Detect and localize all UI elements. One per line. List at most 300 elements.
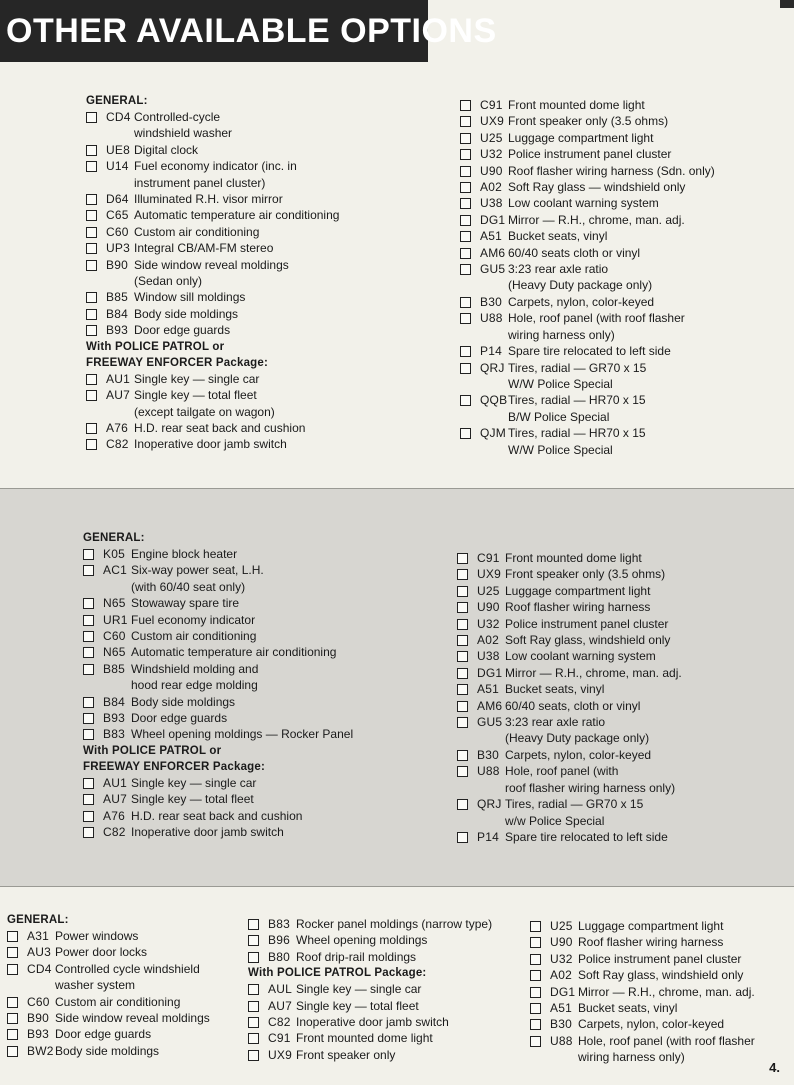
option-code: P14 <box>480 344 502 359</box>
option-item <box>86 322 339 338</box>
option-item <box>83 546 353 562</box>
option-item <box>460 294 715 310</box>
option-checkbox[interactable] <box>86 161 97 172</box>
option-checkbox[interactable] <box>83 647 94 658</box>
option-code: QQB <box>480 393 508 408</box>
option-checkbox[interactable] <box>457 569 468 580</box>
option-description <box>505 681 682 697</box>
option-item <box>83 628 353 644</box>
option-description-line: Low coolant warning system <box>508 196 659 211</box>
option-checkbox[interactable] <box>248 1033 259 1044</box>
option-description <box>131 808 353 824</box>
option-description-line: Spare tire relocated to left side <box>508 344 671 359</box>
option-item <box>86 240 339 256</box>
option-checkbox[interactable] <box>7 947 18 958</box>
option-code: N65 <box>103 645 126 660</box>
option-description <box>134 109 339 142</box>
option-description-line: Police instrument panel cluster <box>505 616 669 631</box>
option-checkbox[interactable] <box>83 549 94 560</box>
option-checkbox[interactable] <box>457 619 468 630</box>
option-checkbox[interactable] <box>86 439 97 450</box>
option-description <box>505 583 682 599</box>
option-checkbox[interactable] <box>7 964 18 975</box>
option-checkbox[interactable] <box>7 997 18 1008</box>
options-heading: With POLICE PATROL or <box>86 340 225 353</box>
options-section-2 <box>0 488 794 886</box>
option-description-line: Low coolant warning system <box>505 649 656 664</box>
option-description-line: Front speaker only <box>296 1047 396 1062</box>
option-item <box>457 796 682 829</box>
option-checkbox[interactable] <box>86 210 97 221</box>
option-item <box>460 310 715 343</box>
option-code: B90 <box>27 1011 49 1026</box>
option-code: C60 <box>103 629 126 644</box>
option-code: C82 <box>268 1015 291 1030</box>
option-checkbox[interactable] <box>248 1050 259 1061</box>
option-description <box>55 928 210 944</box>
option-code: A51 <box>550 1001 572 1016</box>
option-checkbox[interactable] <box>457 799 468 810</box>
option-checkbox[interactable] <box>83 697 94 708</box>
option-checkbox[interactable] <box>86 227 97 238</box>
option-checkbox[interactable] <box>83 565 94 576</box>
option-item <box>460 245 715 261</box>
option-checkbox[interactable] <box>86 423 97 434</box>
option-code: U88 <box>477 764 500 779</box>
option-checkbox[interactable] <box>86 260 97 271</box>
option-description-line: Inoperative door jamb switch <box>131 825 284 840</box>
option-description-line: (Sedan only) <box>134 274 203 289</box>
option-checkbox[interactable] <box>457 684 468 695</box>
option-checkbox[interactable] <box>457 635 468 646</box>
option-description <box>508 195 715 211</box>
option-code: C91 <box>480 98 503 112</box>
option-checkbox[interactable] <box>460 116 471 127</box>
option-description <box>131 710 353 726</box>
option-description <box>296 1030 492 1046</box>
option-item <box>83 661 353 694</box>
option-description-line: H.D. rear seat back and cushion <box>134 420 306 435</box>
option-checkbox[interactable] <box>530 1003 541 1014</box>
option-description-line: Front speaker only (3.5 ohms) <box>508 114 669 129</box>
option-code: CD4 <box>27 961 52 976</box>
option-checkbox[interactable] <box>457 553 468 564</box>
option-code: UX9 <box>480 114 504 129</box>
option-code: U90 <box>477 600 500 615</box>
option-item <box>86 436 339 452</box>
option-checkbox[interactable] <box>457 586 468 597</box>
option-description <box>508 392 715 425</box>
option-description-line: Mirror — R.H., chrome, man. adj. <box>578 984 755 999</box>
option-description <box>134 322 339 338</box>
option-checkbox[interactable] <box>83 631 94 642</box>
option-item <box>86 207 339 223</box>
option-item <box>460 179 715 195</box>
options-column-left <box>86 93 339 453</box>
option-code: GU5 <box>477 715 503 730</box>
option-description-line: Automatic temperature air conditioning <box>131 645 337 660</box>
option-item <box>457 550 682 566</box>
option-checkbox[interactable] <box>248 1017 259 1028</box>
option-description <box>134 436 339 452</box>
option-code: B93 <box>106 323 128 338</box>
option-description-line: Custom air conditioning <box>134 224 260 239</box>
corner-mark <box>780 0 794 8</box>
option-checkbox[interactable] <box>457 766 468 777</box>
options-column-right <box>457 550 682 845</box>
option-checkbox[interactable] <box>530 937 541 948</box>
option-item <box>7 994 210 1010</box>
option-description-line: Stowaway spare tire <box>131 596 240 611</box>
option-code: B85 <box>106 290 128 305</box>
option-checkbox[interactable] <box>530 987 541 998</box>
options-heading: FREEWAY ENFORCER Package: <box>86 356 269 369</box>
option-checkbox[interactable] <box>248 919 259 930</box>
option-code: C82 <box>103 825 126 840</box>
option-code: P14 <box>477 829 499 844</box>
option-description <box>508 261 715 294</box>
option-code: B83 <box>268 917 290 931</box>
option-description <box>505 648 682 664</box>
option-item <box>7 1026 210 1042</box>
option-checkbox[interactable] <box>460 198 471 209</box>
option-description-line: B/W Police Special <box>508 409 610 424</box>
option-checkbox[interactable] <box>460 149 471 160</box>
option-code: C60 <box>27 994 50 1009</box>
option-checkbox[interactable] <box>460 166 471 177</box>
option-description-line: Bucket seats, vinyl <box>505 682 605 697</box>
option-checkbox[interactable] <box>86 243 97 254</box>
option-checkbox[interactable] <box>83 615 94 626</box>
option-description-line: (Heavy Duty package only) <box>508 278 653 293</box>
option-checkbox[interactable] <box>530 1019 541 1030</box>
option-description <box>131 562 353 595</box>
option-checkbox[interactable] <box>460 248 471 259</box>
option-code: A02 <box>550 968 572 983</box>
option-description-line: Wheel opening moldings <box>296 933 428 948</box>
option-item <box>248 949 492 965</box>
option-description <box>131 791 353 807</box>
option-description-line: Single key — total fleet <box>134 388 257 403</box>
option-checkbox[interactable] <box>457 750 468 761</box>
option-description-line: Front speaker only (3.5 ohms) <box>505 567 666 582</box>
option-description-line: Wheel opening moldings — Rocker Panel <box>131 727 354 742</box>
option-code: AU7 <box>106 388 130 403</box>
option-checkbox[interactable] <box>83 729 94 740</box>
option-checkbox[interactable] <box>86 309 97 320</box>
option-checkbox[interactable] <box>460 297 471 308</box>
option-item <box>457 566 682 582</box>
option-checkbox[interactable] <box>460 346 471 357</box>
option-description <box>134 387 339 420</box>
option-code: AU3 <box>27 945 51 960</box>
option-description-line: Inoperative door jamb switch <box>296 1015 449 1030</box>
option-checkbox[interactable] <box>530 970 541 981</box>
option-code: B30 <box>477 747 499 762</box>
option-description <box>55 994 210 1010</box>
option-description <box>578 934 755 950</box>
option-description-line: Front mounted dome light <box>508 98 645 112</box>
option-checkbox[interactable] <box>530 921 541 932</box>
option-description-line: Roof flasher wiring harness <box>578 935 724 950</box>
option-description <box>296 1014 492 1030</box>
option-code: DG1 <box>550 984 576 999</box>
option-code: D64 <box>106 192 129 207</box>
option-checkbox[interactable] <box>86 112 97 123</box>
option-description <box>131 546 353 562</box>
option-code: AU7 <box>268 998 292 1013</box>
option-checkbox[interactable] <box>83 794 94 805</box>
option-description <box>296 1047 492 1063</box>
option-item <box>530 951 755 967</box>
option-checkbox[interactable] <box>83 811 94 822</box>
option-description <box>55 1043 210 1059</box>
option-description <box>578 967 755 983</box>
option-description-line: Windshield molding and <box>131 661 259 676</box>
option-checkbox[interactable] <box>457 832 468 843</box>
option-description <box>508 146 715 162</box>
option-description-line: Fuel economy indicator (inc. in <box>134 159 297 174</box>
option-description <box>508 179 715 195</box>
option-checkbox[interactable] <box>460 363 471 374</box>
option-code: B96 <box>268 933 290 948</box>
option-description-line: Custom air conditioning <box>55 994 181 1009</box>
option-checkbox[interactable] <box>86 292 97 303</box>
option-checkbox[interactable] <box>530 954 541 965</box>
option-code: AUL <box>268 982 292 997</box>
option-checkbox[interactable] <box>86 390 97 401</box>
option-description <box>508 113 715 129</box>
option-description <box>508 245 715 261</box>
option-checkbox[interactable] <box>86 325 97 336</box>
option-code: CD4 <box>106 110 131 124</box>
option-item <box>86 306 339 322</box>
option-checkbox[interactable] <box>460 215 471 226</box>
option-item <box>460 163 715 179</box>
option-description-line: Bucket seats, vinyl <box>578 1001 678 1016</box>
option-code: C91 <box>477 551 500 565</box>
option-code: B80 <box>268 949 290 964</box>
option-description-line: Roof flasher wiring harness (Sdn. only) <box>508 163 715 178</box>
option-checkbox[interactable] <box>83 827 94 838</box>
option-item <box>457 616 682 632</box>
option-description-line: Six-way power seat, L.H. <box>131 563 264 578</box>
option-description <box>508 360 715 393</box>
option-code: C82 <box>106 437 129 452</box>
option-description <box>578 1016 755 1032</box>
option-item <box>460 212 715 228</box>
option-item <box>460 113 715 129</box>
option-item <box>86 191 339 207</box>
option-code: U88 <box>550 1033 573 1048</box>
option-checkbox[interactable] <box>86 145 97 156</box>
option-item <box>86 420 339 436</box>
option-checkbox[interactable] <box>248 952 259 963</box>
option-description <box>134 224 339 240</box>
options-column-2 <box>248 916 492 1063</box>
option-checkbox[interactable] <box>530 1036 541 1047</box>
option-description <box>296 916 492 932</box>
option-description-line: Luggage compartment light <box>505 583 651 598</box>
option-item <box>457 648 682 664</box>
option-item <box>86 158 339 191</box>
option-item <box>460 130 715 146</box>
option-item <box>457 747 682 763</box>
option-description-line: Roof drip-rail moldings <box>296 949 417 964</box>
option-description-line: Luggage compartment light <box>508 130 654 145</box>
option-code: B93 <box>27 1027 49 1042</box>
option-description <box>508 310 715 343</box>
option-item <box>460 360 715 393</box>
option-description <box>508 294 715 310</box>
option-item <box>7 961 210 994</box>
option-description-line: 60/40 seats cloth or vinyl <box>508 245 641 260</box>
option-description-line: Power door locks <box>55 945 148 960</box>
option-checkbox[interactable] <box>460 100 471 111</box>
option-description-line: Door edge guards <box>55 1027 152 1042</box>
option-code: AU1 <box>103 775 127 790</box>
option-checkbox[interactable] <box>457 651 468 662</box>
option-checkbox[interactable] <box>457 602 468 613</box>
option-item <box>457 763 682 796</box>
option-item <box>83 562 353 595</box>
option-item <box>83 612 353 628</box>
option-item <box>83 694 353 710</box>
option-description <box>508 130 715 146</box>
option-description-line: Front mounted dome light <box>505 551 642 565</box>
option-checkbox[interactable] <box>7 1046 18 1057</box>
option-description-line: wiring harness only) <box>508 327 615 342</box>
option-code: A31 <box>27 929 49 943</box>
option-checkbox[interactable] <box>248 935 259 946</box>
option-code: B84 <box>103 694 125 709</box>
option-item <box>248 1030 492 1046</box>
option-code: U88 <box>480 311 503 326</box>
option-code: AU1 <box>106 371 130 386</box>
option-code: B30 <box>550 1017 572 1032</box>
option-checkbox[interactable] <box>83 598 94 609</box>
option-description <box>55 1026 210 1042</box>
option-checkbox[interactable] <box>460 395 471 406</box>
option-description <box>508 425 715 458</box>
option-description-line: Single key — single car <box>134 371 260 386</box>
option-description-line: Soft Ray glass, windshield only <box>578 968 744 983</box>
option-item <box>83 808 353 824</box>
option-description-line: Power windows <box>55 929 139 943</box>
option-checkbox[interactable] <box>248 984 259 995</box>
option-code: UP3 <box>106 241 130 256</box>
option-item <box>530 934 755 950</box>
option-item <box>7 944 210 960</box>
option-code: U25 <box>477 583 500 598</box>
option-description <box>131 775 353 791</box>
option-item <box>83 775 353 791</box>
option-item <box>7 1043 210 1059</box>
option-description <box>296 998 492 1014</box>
options-column-left <box>83 530 353 841</box>
option-item <box>248 932 492 948</box>
option-description-line: Controlled cycle windshield <box>55 961 200 976</box>
option-description-line: 60/40 seats, cloth or vinyl <box>505 698 641 713</box>
option-checkbox[interactable] <box>460 182 471 193</box>
option-description-line: Mirror — R.H., chrome, man. adj. <box>505 665 682 680</box>
option-description-line: Soft Ray glass — windshield only <box>508 180 686 195</box>
option-description-line: (except tailgate on wagon) <box>134 404 275 419</box>
option-description-line: Rocker panel moldings (narrow type) <box>296 917 493 931</box>
option-checkbox[interactable] <box>460 133 471 144</box>
option-description-line: W/W Police Special <box>508 376 613 391</box>
option-checkbox[interactable] <box>7 931 18 942</box>
option-checkbox[interactable] <box>460 264 471 275</box>
option-code: U32 <box>550 951 573 966</box>
option-description <box>578 951 755 967</box>
option-checkbox[interactable] <box>457 701 468 712</box>
option-item <box>86 387 339 420</box>
option-checkbox[interactable] <box>86 374 97 385</box>
option-description-line: Body side moldings <box>134 306 239 321</box>
option-checkbox[interactable] <box>460 428 471 439</box>
option-item <box>460 261 715 294</box>
option-checkbox[interactable] <box>248 1001 259 1012</box>
option-description-line: roof flasher wiring harness only) <box>505 780 676 795</box>
option-description <box>134 207 339 223</box>
option-description <box>505 796 682 829</box>
options-column-1 <box>7 912 210 1059</box>
option-description <box>134 257 339 290</box>
option-item <box>248 1047 492 1063</box>
option-checkbox[interactable] <box>457 668 468 679</box>
option-description-line: Automatic temperature air conditioning <box>134 208 340 223</box>
option-checkbox[interactable] <box>7 1013 18 1024</box>
option-checkbox[interactable] <box>83 778 94 789</box>
option-item <box>86 142 339 158</box>
option-checkbox[interactable] <box>86 194 97 205</box>
option-checkbox[interactable] <box>460 231 471 242</box>
option-checkbox[interactable] <box>7 1029 18 1040</box>
option-code: BW2 <box>27 1043 54 1058</box>
option-description <box>508 97 715 113</box>
option-checkbox[interactable] <box>460 313 471 324</box>
option-description-line: (with 60/40 seat only) <box>131 579 246 594</box>
option-description-line: Bucket seats, vinyl <box>508 229 608 244</box>
option-code: B85 <box>103 661 125 676</box>
option-description-line: Illuminated R.H. visor mirror <box>134 192 283 207</box>
option-description-line: Integral CB/AM-FM stereo <box>134 241 274 256</box>
page-number: 4. <box>769 1060 780 1075</box>
option-item <box>86 257 339 290</box>
option-description <box>505 550 682 566</box>
option-description <box>131 595 353 611</box>
option-description <box>134 191 339 207</box>
option-checkbox[interactable] <box>83 664 94 675</box>
options-column-3 <box>530 918 755 1066</box>
option-checkbox[interactable] <box>457 717 468 728</box>
option-code: GU5 <box>480 262 506 277</box>
options-section-1 <box>0 62 794 488</box>
option-description-line: Luggage compartment light <box>578 919 724 933</box>
option-item <box>460 343 715 359</box>
option-code: B90 <box>106 257 128 272</box>
option-code: AM6 <box>480 245 506 260</box>
option-description <box>296 949 492 965</box>
option-item <box>248 916 492 932</box>
option-description <box>508 343 715 359</box>
option-code: N65 <box>103 596 126 611</box>
option-code: A51 <box>477 682 499 697</box>
option-description <box>296 932 492 948</box>
option-description <box>134 420 339 436</box>
option-checkbox[interactable] <box>83 713 94 724</box>
